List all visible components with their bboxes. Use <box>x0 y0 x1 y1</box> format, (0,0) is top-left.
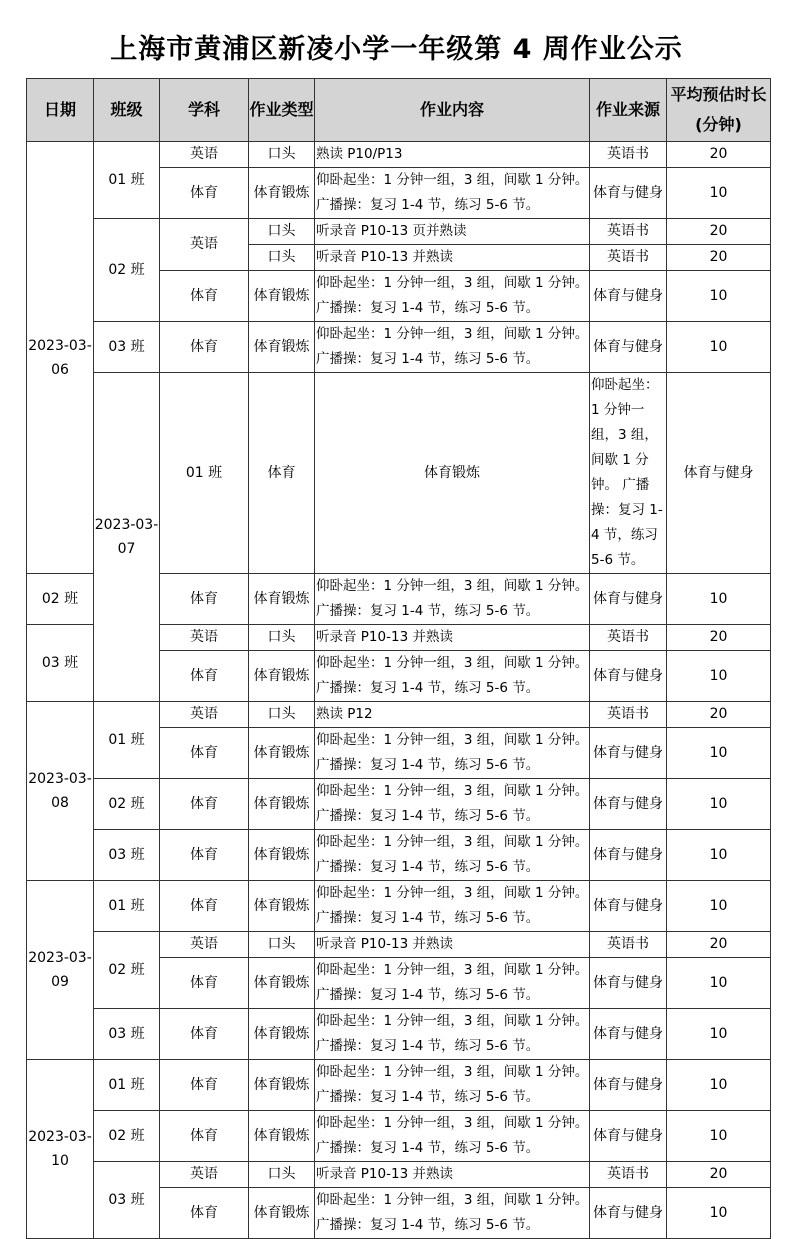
source-cell: 体育与健身 <box>590 958 667 1009</box>
source-cell: 体育与健身 <box>590 574 667 625</box>
content-cell: 仰卧起坐：1 分钟一组，3 组，间歇 1 分钟。 广播操：复习 1-4 节，练习 5-6 节。 <box>315 1009 590 1060</box>
source-cell: 英语书 <box>590 1162 667 1188</box>
subject-cell: 体育 <box>160 1188 249 1239</box>
content-cell: 仰卧起坐：1 分钟一组，3 组，间歇 1 分钟。 广播操：复习 1-4 节，练习 5-6 节。 <box>315 168 590 219</box>
class-cell: 03 班 <box>94 1009 160 1060</box>
time-cell: 10 <box>667 728 771 779</box>
content-cell: 仰卧起坐：1 分钟一组，3 组，间歇 1 分钟。 广播操：复习 1-4 节，练习 5-6 节。 <box>315 1111 590 1162</box>
source-cell: 英语书 <box>590 625 667 651</box>
table-row <box>27 142 771 168</box>
header-date: 日期 <box>27 79 94 142</box>
header-type: 作业类型 <box>249 79 315 142</box>
subject-cell: 体育 <box>160 728 249 779</box>
date-cell: 2023-03-09 <box>27 881 94 1060</box>
class-cell: 01 班 <box>94 1060 160 1111</box>
source-cell: 体育与健身 <box>590 1188 667 1239</box>
type-cell: 体育锻炼 <box>249 881 315 932</box>
table-row <box>27 932 771 958</box>
source-cell: 英语书 <box>590 245 667 271</box>
source-cell: 体育与健身 <box>590 728 667 779</box>
time-cell: 10 <box>667 830 771 881</box>
source-cell: 英语书 <box>590 142 667 168</box>
source-cell: 体育与健身 <box>667 373 771 574</box>
table-row <box>27 322 771 373</box>
content-cell: 熟读 P12 <box>315 702 590 728</box>
subject-cell: 体育 <box>160 1111 249 1162</box>
date-cell: 2023-03-06 <box>27 142 94 574</box>
type-cell: 口头 <box>249 219 315 245</box>
class-cell: 03 班 <box>94 830 160 881</box>
type-cell: 体育锻炼 <box>249 830 315 881</box>
homework-table <box>26 78 771 1239</box>
time-cell: 10 <box>667 881 771 932</box>
content-cell: 听录音 P10-13 并熟读 <box>315 625 590 651</box>
subject-cell: 体育 <box>160 830 249 881</box>
header-subject: 学科 <box>160 79 249 142</box>
subject-cell: 体育 <box>160 881 249 932</box>
header-time: 平均预估时长(分钟) <box>667 79 771 142</box>
type-cell: 体育锻炼 <box>249 574 315 625</box>
class-cell: 02 班 <box>94 932 160 1009</box>
source-cell: 英语书 <box>590 702 667 728</box>
content-cell: 仰卧起坐：1 分钟一组，3 组，间歇 1 分钟。 广播操：复习 1-4 节，练习 5-6 节。 <box>315 728 590 779</box>
content-cell: 仰卧起坐：1 分钟一组，3 组，间歇 1 分钟。 广播操：复习 1-4 节，练习 5-6 节。 <box>315 271 590 322</box>
time-cell: 10 <box>667 322 771 373</box>
content-cell: 仰卧起坐：1 分钟一组，3 组，间歇 1 分钟。 广播操：复习 1-4 节，练习 5-6 节。 <box>315 651 590 702</box>
type-cell: 体育锻炼 <box>249 1188 315 1239</box>
class-cell: 01 班 <box>94 142 160 219</box>
subject-cell: 英语 <box>160 142 249 168</box>
table-header-row <box>27 79 771 142</box>
subject-cell: 体育 <box>160 322 249 373</box>
header-class: 班级 <box>94 79 160 142</box>
type-cell: 体育锻炼 <box>249 958 315 1009</box>
type-cell: 体育锻炼 <box>249 779 315 830</box>
subject-cell: 英语 <box>160 1162 249 1188</box>
class-cell: 03 班 <box>94 322 160 373</box>
time-cell: 20 <box>667 245 771 271</box>
content-cell: 熟读 P10/P13 <box>315 142 590 168</box>
content-cell: 仰卧起坐：1 分钟一组，3 组，间歇 1 分钟。 广播操：复习 1-4 节，练习 5-6 节。 <box>315 830 590 881</box>
type-cell: 体育锻炼 <box>249 168 315 219</box>
class-cell: 02 班 <box>94 1111 160 1162</box>
subject-cell: 体育 <box>160 779 249 830</box>
type-cell: 口头 <box>249 625 315 651</box>
content-cell: 仰卧起坐：1 分钟一组，3 组，间歇 1 分钟。 广播操：复习 1-4 节，练习 5-6 节。 <box>315 574 590 625</box>
type-cell: 口头 <box>249 142 315 168</box>
page-title: 上海市黄浦区新凌小学一年级第 4 周作业公示 <box>110 34 683 65</box>
subject-cell: 英语 <box>160 625 249 651</box>
source-cell: 英语书 <box>590 219 667 245</box>
class-cell: 02 班 <box>94 779 160 830</box>
time-cell: 10 <box>667 651 771 702</box>
time-cell: 10 <box>667 574 771 625</box>
table-row <box>27 702 771 728</box>
content-cell: 仰卧起坐：1 分钟一组，3 组，间歇 1 分钟。 广播操：复习 1-4 节，练习 5-6 节。 <box>315 1060 590 1111</box>
table-row <box>27 881 771 932</box>
time-cell: 10 <box>667 779 771 830</box>
time-cell: 20 <box>667 932 771 958</box>
source-cell: 体育与健身 <box>590 1111 667 1162</box>
type-cell: 口头 <box>249 702 315 728</box>
table-row <box>27 1060 771 1111</box>
content-cell: 仰卧起坐：1 分钟一组，3 组，间歇 1 分钟。 广播操：复习 1-4 节，练习 5-6 节。 <box>315 779 590 830</box>
header-source: 作业来源 <box>590 79 667 142</box>
subject-cell: 体育 <box>160 1009 249 1060</box>
type-cell: 体育锻炼 <box>249 271 315 322</box>
source-cell: 体育与健身 <box>590 1060 667 1111</box>
content-cell: 仰卧起坐：1 分钟一组，3 组，间歇 1 分钟。 广播操：复习 1-4 节，练习 5-6 节。 <box>590 373 667 574</box>
subject-cell: 英语 <box>160 219 249 271</box>
date-cell: 2023-03-10 <box>27 1060 94 1239</box>
content-cell: 听录音 P10-13 并熟读 <box>315 932 590 958</box>
type-cell: 体育锻炼 <box>249 1009 315 1060</box>
subject-cell: 体育 <box>160 271 249 322</box>
time-cell: 10 <box>667 168 771 219</box>
class-cell: 02 班 <box>27 574 94 625</box>
source-cell: 体育与健身 <box>590 271 667 322</box>
type-cell: 体育锻炼 <box>249 728 315 779</box>
table-row <box>27 1162 771 1188</box>
table-row <box>27 219 771 245</box>
class-cell: 03 班 <box>94 1162 160 1239</box>
date-cell: 2023-03-07 <box>94 373 160 702</box>
table-row <box>27 373 771 574</box>
source-cell: 体育与健身 <box>590 779 667 830</box>
source-cell: 体育与健身 <box>590 651 667 702</box>
time-cell: 10 <box>667 1009 771 1060</box>
source-cell: 体育与健身 <box>590 322 667 373</box>
type-cell: 体育锻炼 <box>315 373 590 574</box>
time-cell: 20 <box>667 625 771 651</box>
source-cell: 英语书 <box>590 932 667 958</box>
time-cell: 10 <box>667 1188 771 1239</box>
content-cell: 仰卧起坐：1 分钟一组，3 组，间歇 1 分钟。 广播操：复习 1-4 节，练习 5-6 节。 <box>315 322 590 373</box>
time-cell: 20 <box>667 142 771 168</box>
type-cell: 口头 <box>249 245 315 271</box>
source-cell: 体育与健身 <box>590 1009 667 1060</box>
class-cell: 02 班 <box>94 219 160 322</box>
time-cell: 10 <box>667 1111 771 1162</box>
time-cell: 10 <box>667 271 771 322</box>
content-cell: 仰卧起坐：1 分钟一组，3 组，间歇 1 分钟。 广播操：复习 1-4 节，练习 5-6 节。 <box>315 881 590 932</box>
class-cell: 03 班 <box>27 625 94 702</box>
table-row <box>27 1111 771 1162</box>
type-cell: 口头 <box>249 1162 315 1188</box>
subject-cell: 体育 <box>160 574 249 625</box>
subject-cell: 体育 <box>160 651 249 702</box>
type-cell: 口头 <box>249 932 315 958</box>
subject-cell: 体育 <box>160 1060 249 1111</box>
class-cell: 01 班 <box>94 881 160 932</box>
date-cell: 2023-03-08 <box>27 702 94 881</box>
time-cell: 20 <box>667 219 771 245</box>
source-cell: 体育与健身 <box>590 881 667 932</box>
time-cell: 20 <box>667 1162 771 1188</box>
subject-cell: 体育 <box>160 958 249 1009</box>
source-cell: 体育与健身 <box>590 830 667 881</box>
table-row <box>27 1009 771 1060</box>
class-cell: 01 班 <box>94 702 160 779</box>
content-cell: 听录音 P10-13 并熟读 <box>315 1162 590 1188</box>
table-row <box>27 830 771 881</box>
type-cell: 体育锻炼 <box>249 1111 315 1162</box>
time-cell: 10 <box>667 958 771 1009</box>
source-cell: 体育与健身 <box>590 168 667 219</box>
type-cell: 体育锻炼 <box>249 651 315 702</box>
table-row <box>27 779 771 830</box>
type-cell: 体育锻炼 <box>249 1060 315 1111</box>
time-cell: 10 <box>667 1060 771 1111</box>
subject-cell: 英语 <box>160 932 249 958</box>
subject-cell: 体育 <box>249 373 315 574</box>
header-content: 作业内容 <box>315 79 590 142</box>
content-cell: 仰卧起坐：1 分钟一组，3 组，间歇 1 分钟。 广播操：复习 1-4 节，练习 5-6 节。 <box>315 958 590 1009</box>
subject-cell: 英语 <box>160 702 249 728</box>
content-cell: 听录音 P10-13 页并熟读 <box>315 219 590 245</box>
content-cell: 听录音 P10-13 并熟读 <box>315 245 590 271</box>
class-cell: 01 班 <box>160 373 249 574</box>
content-cell: 仰卧起坐：1 分钟一组，3 组，间歇 1 分钟。 广播操：复习 1-4 节，练习 5-6 节。 <box>315 1188 590 1239</box>
type-cell: 体育锻炼 <box>249 322 315 373</box>
time-cell: 20 <box>667 702 771 728</box>
subject-cell: 体育 <box>160 168 249 219</box>
